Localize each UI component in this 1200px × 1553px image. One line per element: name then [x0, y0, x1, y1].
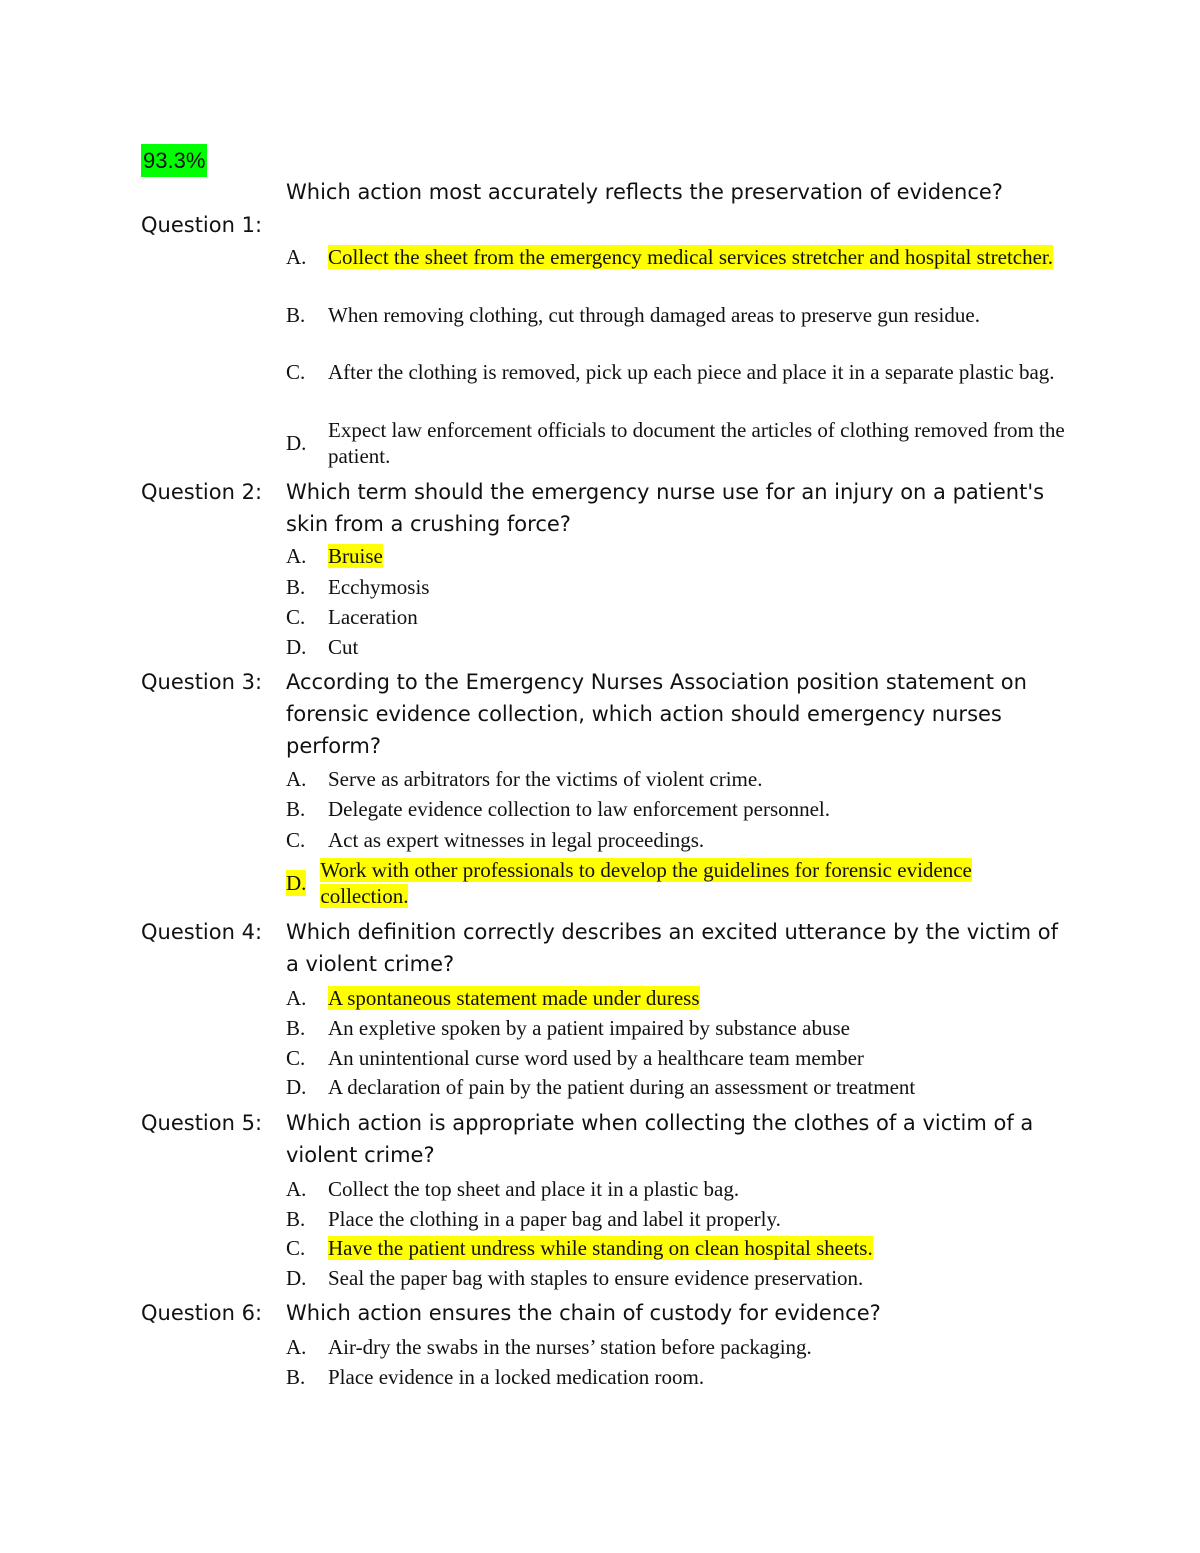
question-2-label: Question 2: — [141, 480, 263, 504]
question-5-option-c — [286, 1235, 1076, 1261]
question-3-option-d — [286, 857, 1076, 909]
option-text: Place evidence in a locked medication room. — [328, 1365, 705, 1389]
option-letter: D. — [286, 635, 307, 659]
option-letter: B. — [286, 575, 306, 599]
question-1-text: Which action most accurately reflects the preservation of evidence? — [286, 180, 1003, 204]
question-5-option-b — [286, 1206, 1076, 1232]
question-3-label: Question 3: — [141, 670, 263, 694]
option-letter: A. — [286, 767, 307, 791]
option-letter: C. — [286, 360, 306, 384]
option-letter: B. — [286, 303, 306, 327]
question-4-option-b — [286, 1015, 1076, 1041]
option-letter: A. — [286, 1335, 307, 1359]
option-text-highlighted: Collect the sheet from the emergency medical services stretcher and hospital stretcher. — [328, 245, 1054, 269]
question-5-option-a — [286, 1176, 1076, 1202]
option-letter: C. — [286, 605, 306, 629]
question-2-option-a — [286, 543, 1076, 569]
question-1-option-a — [286, 244, 1076, 270]
option-text: An unintentional curse word used by a healthcare team member — [328, 1046, 864, 1070]
option-letter: A. — [286, 544, 307, 568]
question-4-label: Question 4: — [141, 920, 263, 944]
option-text: When removing clothing, cut through damaged areas to preserve gun residue. — [328, 303, 980, 327]
option-text: Cut — [328, 635, 359, 659]
option-text-highlighted: Bruise — [328, 544, 383, 568]
question-3-option-b — [286, 796, 1076, 822]
question-5-option-d — [286, 1265, 1076, 1291]
question-1-option-b — [286, 302, 1076, 328]
question-1-option-d — [286, 417, 1076, 469]
question-4-option-d — [286, 1074, 1076, 1100]
option-letter: B. — [286, 1365, 306, 1389]
option-letter: C. — [286, 1046, 306, 1070]
question-4-option-a — [286, 985, 1076, 1011]
score-badge: 93.3% — [141, 144, 207, 177]
question-3-text: According to the Emergency Nurses Association position statement on forensic evidence collection, which action should emergency nurses perform? — [286, 670, 1027, 758]
option-letter: D. — [286, 431, 307, 455]
question-4-option-c — [286, 1045, 1076, 1071]
option-letter: A. — [286, 1177, 307, 1201]
option-text: Place the clothing in a paper bag and label it properly. — [328, 1207, 781, 1231]
option-text-highlighted: Work with other professionals to develop the guidelines for forensic evidence collection. — [320, 858, 972, 908]
option-letter: B. — [286, 1207, 306, 1231]
option-text: Serve as arbitrators for the victims of violent crime. — [328, 767, 763, 791]
option-letter: D. — [286, 1075, 307, 1099]
option-letter: D. — [286, 871, 307, 895]
option-letter: D. — [286, 1266, 307, 1290]
option-text: After the clothing is removed, pick up each piece and place it in a separate plastic bag. — [328, 360, 1055, 384]
option-text: Ecchymosis — [328, 575, 430, 599]
option-letter: C. — [286, 828, 306, 852]
option-text: An expletive spoken by a patient impaired by substance abuse — [328, 1016, 850, 1040]
option-text: A declaration of pain by the patient during an assessment or treatment — [328, 1075, 916, 1099]
question-5-text: Which action is appropriate when collecting the clothes of a victim of a violent crime? — [286, 1111, 1034, 1167]
option-text: Collect the top sheet and place it in a plastic bag. — [328, 1177, 740, 1201]
question-1-label: Question 1: — [141, 213, 263, 237]
question-4-text: Which definition correctly describes an excited utterance by the victim of a violent crime? — [286, 920, 1058, 976]
question-6-text: Which action ensures the chain of custody for evidence? — [286, 1301, 881, 1325]
question-1-option-c — [286, 359, 1076, 385]
option-text: Laceration — [328, 605, 418, 629]
question-6-option-b — [286, 1364, 1076, 1390]
question-3-option-a — [286, 766, 1076, 792]
option-letter: B. — [286, 1016, 306, 1040]
option-text: Expect law enforcement officials to document the articles of clothing removed from the patient. — [328, 418, 1065, 468]
question-5-label: Question 5: — [141, 1111, 263, 1135]
question-2-text: Which term should the emergency nurse use for an injury on a patient's skin from a crushing force? — [286, 480, 1045, 536]
question-2-option-b — [286, 574, 1076, 600]
option-text-highlighted: A spontaneous statement made under duress — [328, 986, 700, 1010]
option-text: Air-dry the swabs in the nurses’ station before packaging. — [328, 1335, 812, 1359]
option-text-highlighted: Have the patient undress while standing on clean hospital sheets. — [328, 1236, 873, 1260]
question-2-option-d — [286, 634, 1076, 660]
option-text: Delegate evidence collection to law enforcement personnel. — [328, 797, 831, 821]
question-3-option-c — [286, 827, 1076, 853]
option-text: Seal the paper bag with staples to ensure evidence preservation. — [328, 1266, 864, 1290]
option-letter: A. — [286, 986, 307, 1010]
option-letter: A. — [286, 245, 307, 269]
option-letter: C. — [286, 1236, 306, 1260]
option-text: Act as expert witnesses in legal proceedings. — [328, 828, 705, 852]
option-letter: B. — [286, 797, 306, 821]
question-2-option-c — [286, 604, 1076, 630]
question-6-label: Question 6: — [141, 1301, 263, 1325]
question-6-option-a — [286, 1334, 1076, 1360]
